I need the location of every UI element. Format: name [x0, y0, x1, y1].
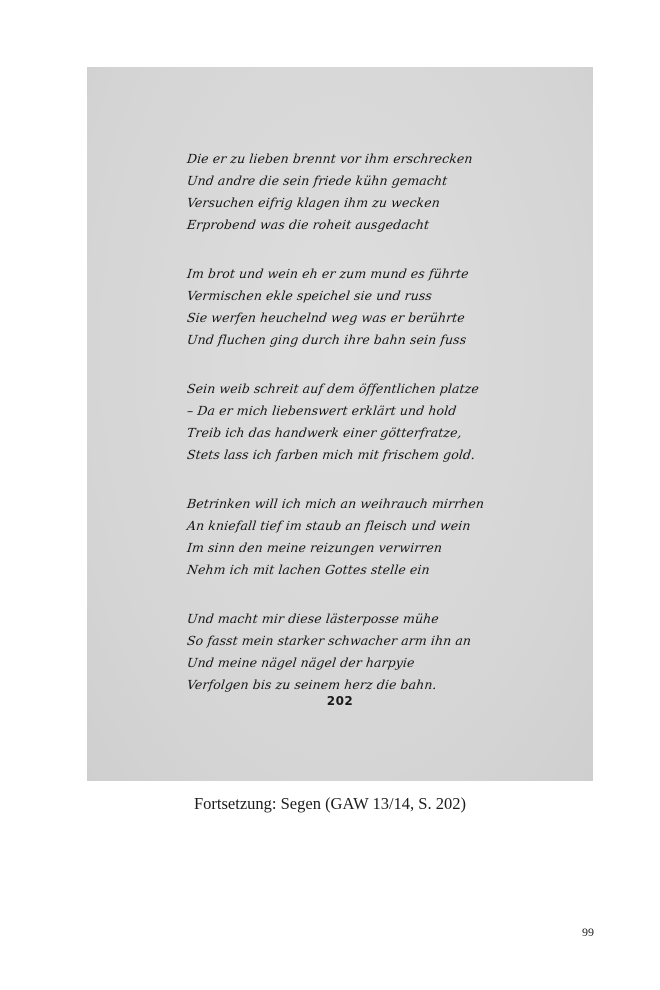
poem-line: Versuchen eifrig klagen ihm zu wecken: [186, 195, 441, 210]
stanza-4: [187, 493, 507, 581]
poem-line: Nehm ich mit lachen Gottes stelle ein: [186, 562, 431, 577]
poem-line: Und fluchen ging durch ihre bahn sein fuss: [186, 332, 468, 347]
poem-line: Die er zu lieben brennt vor ihm erschrecken: [186, 151, 474, 166]
stanza-5: [187, 608, 507, 696]
stanza-3: [187, 378, 507, 466]
manuscript-plate: [87, 67, 593, 781]
figure-caption: Fortsetzung: Segen (GAW 13/14, S. 202): [194, 794, 466, 813]
poem-line: Stets lass ich farben mich mit frischem gold.: [186, 447, 477, 462]
poem-line: Und meine nägel nägel der harpyie: [186, 655, 416, 670]
poem-line: Betrinken will ich mich an weihrauch mirrhen: [186, 496, 485, 511]
poem-line: An kniefall tief im staub an fleisch und wein: [186, 518, 472, 533]
poem-line: – Da er mich liebenswert erklärt und hold: [186, 403, 458, 418]
poem-line: Und macht mir diese lästerposse mühe: [186, 611, 440, 626]
poem-line: Sein weib schreit auf dem öffentlichen platze: [186, 381, 480, 396]
page-number: 99: [582, 925, 594, 939]
poem-line: Und andre die sein friede kühn gemacht: [186, 173, 449, 188]
poem-line: Im sinn den meine reizungen verwirren: [186, 540, 443, 555]
poem-line: Verfolgen bis zu seinem herz die bahn.: [186, 677, 438, 692]
stanza-2: [187, 263, 507, 351]
poem-line: Sie werfen heuchelnd weg was er berührte: [186, 310, 466, 325]
stanza-1: [187, 148, 507, 236]
handwritten-poem: [187, 148, 507, 723]
poem-line: Im brot und wein eh er zum mund es führte: [186, 266, 470, 281]
poem-line: Vermischen ekle speichel sie und russ: [186, 288, 433, 303]
poem-line: Treib ich das handwerk einer götterfratze,: [186, 425, 463, 440]
manuscript-page-number: 202: [326, 694, 354, 708]
poem-line: So fasst mein starker schwacher arm ihn an: [186, 633, 472, 648]
poem-line: Erprobend was die roheit ausgedacht: [186, 217, 431, 232]
